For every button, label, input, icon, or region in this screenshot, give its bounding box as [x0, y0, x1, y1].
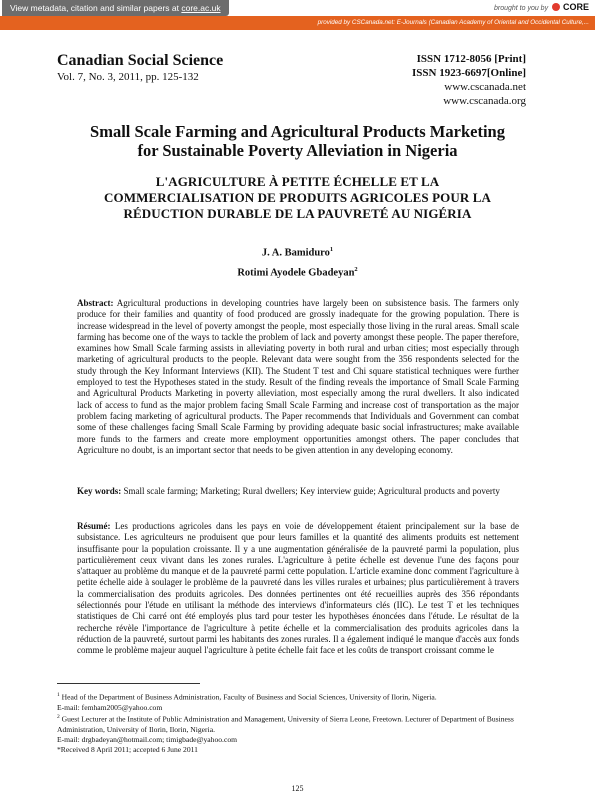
footnote-2-text: Guest Lecturer at the Institute of Public Administration and Management, University of Sierra Leone, Freetown. Lecturer of Department of Business Administration, University of Ilorin, Ilorin, Nigeria.	[57, 714, 514, 734]
journal-title: Canadian Social Science	[57, 52, 224, 69]
keywords	[77, 486, 519, 497]
resume-text: Les productions agricoles dans les pays en voie de développement étaient principalement sur la base de subsistance. Les agriculteurs ne produisent que pour leurs familles et la quantité des aliments produits est nettement insuffisante pour la population croissante. Il y a une augmentation généralisée de la pauvreté parmi la population, plus particulièrement ceux vivant dans les zones rurales. L'agriculture à petite échelle est devenue l'une des façons pour s'attaquer au problème du manque et de la pauvreté parmi cette population. L'article examine donc comment l'agriculture à petite échelle aide à soulager le problème de la pauvreté dans les villes rurales et urbaines; plus particulièrement à travers la commercialisation des produits agricoles. Des données pertinentes ont été recueillies auprès des 356 répondants sélectionnés pour l'étude en utilisant la méthode des interviews d'informateurs clés (IIC). Le test T et les techniques statistiques de Chi carré ont été employés plus tard pour tester les hypothèses énoncées dans l'étude. Le résultat de la recherche révèle l'importance de l'agriculture à petite échelle et la commercialisation des produits agricoles dans la réduction de la pauvreté, surtout parmi les habitants des zones rurales. Il a également indiqué le manque d'accès aux fonds comme le problème majeur auquel l'agriculture à petite échelle fait face et les coûts de transport croissant comme le	[77, 521, 519, 656]
core-brand[interactable]	[494, 2, 589, 12]
core-label: CORE	[562, 2, 589, 12]
issn-print: ISSN 1712-8056 [Print]	[416, 53, 526, 65]
page-number: 125	[291, 784, 304, 793]
issn-block	[412, 52, 526, 108]
footnote-2	[57, 712, 527, 755]
core-logo-icon	[552, 3, 560, 11]
journal-volume: Vol. 7, No. 3, 2011, pp. 125-132	[57, 71, 199, 83]
french-title-line-3: RÉDUCTION DURABLE DE LA PAUVRETÉ AU NIGÉRIA	[123, 206, 472, 221]
footnote-1-email[interactable]: E-mail: femham2005@yahoo.com	[57, 702, 163, 712]
resume-label: Résumé:	[77, 521, 111, 531]
author-1	[0, 246, 595, 259]
footnote-1-text: Head of the Department of Business Administration, Faculty of Business and Social Sciences, University of Ilorin, Nigeria.	[59, 692, 437, 702]
author-2-sup: 2	[354, 266, 358, 273]
core-brought-by: brought to you by	[493, 5, 549, 12]
core-provided-text: provided by CSCanada.net: E-Journals (Canadian Academy of Oriental and Occidental Culture,...	[317, 19, 589, 26]
core-link-url[interactable]: core.ac.uk	[181, 3, 221, 13]
website-net[interactable]: www.cscanada.net	[444, 81, 526, 93]
core-metadata-link[interactable]	[2, 0, 229, 16]
author-1-name: J. A. Bamiduro	[261, 247, 330, 259]
abstract-text: Agricultural productions in developing countries have largely been on subsistence basis. The farmers only produce for their families and quantity of food produced are grossly inadequate for the growing population. There is increase widespread in the level of poverty amongst the people, most especially those living in the rural areas. Small scale farming has become one of the ways to tackle the problem of lack and poverty amongst these people. The paper therefore, examines how Small Scale farming assists in alleviating poverty in both rural and urban cities; most especially through marketing of agricultural products to the people. Relevant data were sought from the 356 respondents selected for the study through the Key Informant Interviews (KII). The Student T test and Chi square statistical techniques were further employed to test the Hypotheses stated in the study. Result of the finding reveals the importance of Small Scale Farming and Agricultural Products Marketing in poverty alleviation, most especially among the rural dwellers. It also indicated lack of access to fund as the major problem facing Small Scale Farming and increase cost of transportation as the major problem facing marketing of agricultural products. The Paper recommends that Individuals and Government can combat some of these challenges facing Small Scale Farming by providing adequate basic social infrastructures; make available more funds to the farmers and create more employment opportunities amongst others. The paper concludes that Agriculture no doubt, is an important sector that needs to be given attention in any developing economy.	[77, 298, 519, 455]
footnote-divider	[57, 683, 200, 684]
paper-title-line-1: Small Scale Farming and Agricultural Products Marketing	[90, 122, 505, 141]
footnote-1-sup: 1	[57, 692, 60, 698]
author-2-name: Rotimi Ayodele Gbadeyan	[237, 267, 355, 279]
footnote-2-sup: 2	[57, 714, 60, 720]
footnote-2-email[interactable]: E-mail: drgbadeyan@hotmail.com; timigbade@yahoo.com	[57, 734, 238, 744]
keywords-label: Key words:	[77, 486, 122, 496]
abstract	[77, 298, 519, 456]
core-provided-bar[interactable]	[0, 16, 595, 30]
author-1-sup: 1	[329, 246, 334, 253]
received-accepted: *Received 8 April 2011; accepted 6 June 2011	[57, 744, 198, 754]
website-org[interactable]: www.cscanada.org	[443, 95, 526, 107]
paper-title-line-2: for Sustainable Poverty Alleviation in Nigeria	[137, 141, 458, 160]
keywords-text: Small scale farming; Marketing; Rural dwellers; Key interview guide; Agricultural products and poverty	[121, 486, 500, 496]
french-title	[60, 174, 535, 222]
issn-online: ISSN 1923-6697[Online]	[412, 67, 526, 79]
footnote-1	[57, 690, 527, 713]
french-title-line-2: COMMERCIALISATION DE PRODUITS AGRICOLES POUR LA	[104, 190, 491, 205]
french-title-line-1: L'AGRICULTURE À PETITE ÉCHELLE ET LA	[155, 174, 440, 189]
author-2	[0, 266, 595, 279]
paper-title	[40, 122, 555, 160]
core-link-prefix: View metadata, citation and similar papers at	[10, 3, 182, 13]
resume	[77, 521, 519, 657]
core-banner	[0, 0, 595, 30]
abstract-label: Abstract:	[77, 298, 114, 308]
